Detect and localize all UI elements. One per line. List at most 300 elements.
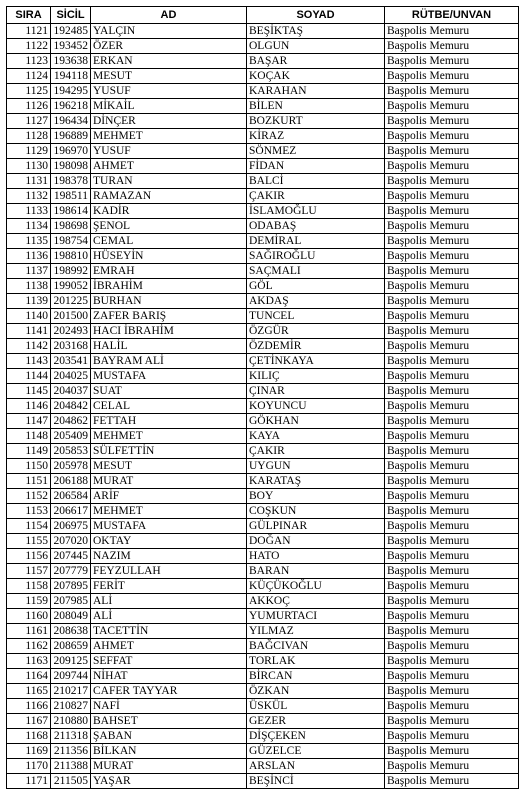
sicil-cell: 211388 xyxy=(51,759,91,774)
sira-cell: 1126 xyxy=(7,99,51,114)
sira-cell: 1144 xyxy=(7,369,51,384)
rutbe-cell: Başpolis Memuru xyxy=(385,189,519,204)
table-body xyxy=(7,24,519,789)
rutbe-cell: Başpolis Memuru xyxy=(385,54,519,69)
ad-cell: YALÇIN xyxy=(91,24,247,39)
sira-cell: 1155 xyxy=(7,534,51,549)
rutbe-cell: Başpolis Memuru xyxy=(385,369,519,384)
sicil-cell: 196889 xyxy=(51,129,91,144)
ad-cell: İBRAHİM xyxy=(91,279,247,294)
table-row xyxy=(7,174,519,189)
sira-cell: 1163 xyxy=(7,654,51,669)
sicil-cell: 204025 xyxy=(51,369,91,384)
table-row xyxy=(7,354,519,369)
rutbe-cell: Başpolis Memuru xyxy=(385,249,519,264)
table-row xyxy=(7,234,519,249)
soyad-cell: AKKOÇ xyxy=(247,594,385,609)
table-row xyxy=(7,729,519,744)
ad-cell: ŞABAN xyxy=(91,729,247,744)
sira-cell: 1140 xyxy=(7,309,51,324)
table-row xyxy=(7,279,519,294)
sira-cell: 1170 xyxy=(7,759,51,774)
table-row xyxy=(7,99,519,114)
rutbe-cell: Başpolis Memuru xyxy=(385,399,519,414)
sira-cell: 1135 xyxy=(7,234,51,249)
ad-cell: CELAL xyxy=(91,399,247,414)
table-header xyxy=(7,7,519,24)
ad-cell: MUSTAFA xyxy=(91,369,247,384)
table-row xyxy=(7,384,519,399)
rutbe-cell: Başpolis Memuru xyxy=(385,114,519,129)
soyad-cell: DEMİRAL xyxy=(247,234,385,249)
personnel-table xyxy=(6,6,519,789)
rutbe-cell: Başpolis Memuru xyxy=(385,519,519,534)
sira-cell: 1122 xyxy=(7,39,51,54)
rutbe-cell: Başpolis Memuru xyxy=(385,459,519,474)
soyad-cell: BİRCAN xyxy=(247,669,385,684)
header-row xyxy=(7,7,519,24)
sira-cell: 1154 xyxy=(7,519,51,534)
sira-cell: 1143 xyxy=(7,354,51,369)
table-row xyxy=(7,264,519,279)
soyad-cell: BİLEN xyxy=(247,99,385,114)
rutbe-cell: Başpolis Memuru xyxy=(385,549,519,564)
ad-cell: BURHAN xyxy=(91,294,247,309)
sicil-cell: 206188 xyxy=(51,474,91,489)
ad-cell: MURAT xyxy=(91,474,247,489)
table-row xyxy=(7,339,519,354)
rutbe-cell: Başpolis Memuru xyxy=(385,324,519,339)
ad-cell: YAŞAR xyxy=(91,774,247,789)
sicil-cell: 207445 xyxy=(51,549,91,564)
rutbe-cell: Başpolis Memuru xyxy=(385,174,519,189)
soyad-cell: KARATAŞ xyxy=(247,474,385,489)
sicil-cell: 201225 xyxy=(51,294,91,309)
table-row xyxy=(7,294,519,309)
rutbe-cell: Başpolis Memuru xyxy=(385,684,519,699)
sira-cell: 1167 xyxy=(7,714,51,729)
rutbe-cell: Başpolis Memuru xyxy=(385,414,519,429)
ad-cell: BİLKAN xyxy=(91,744,247,759)
table-row xyxy=(7,189,519,204)
soyad-cell: SAÇMALI xyxy=(247,264,385,279)
rutbe-cell: Başpolis Memuru xyxy=(385,744,519,759)
soyad-cell: ODABAŞ xyxy=(247,219,385,234)
ad-cell: CEMAL xyxy=(91,234,247,249)
table-row xyxy=(7,144,519,159)
sicil-cell: 193638 xyxy=(51,54,91,69)
soyad-cell: COŞKUN xyxy=(247,504,385,519)
ad-cell: HACI İBRAHİM xyxy=(91,324,247,339)
rutbe-cell: Başpolis Memuru xyxy=(385,294,519,309)
rutbe-cell: Başpolis Memuru xyxy=(385,264,519,279)
sicil-cell: 210217 xyxy=(51,684,91,699)
table-row xyxy=(7,519,519,534)
soyad-cell: ÇETİNKAYA xyxy=(247,354,385,369)
sicil-cell: 202493 xyxy=(51,324,91,339)
rutbe-cell: Başpolis Memuru xyxy=(385,39,519,54)
sira-cell: 1132 xyxy=(7,189,51,204)
sicil-cell: 210827 xyxy=(51,699,91,714)
table-row xyxy=(7,219,519,234)
rutbe-cell: Başpolis Memuru xyxy=(385,759,519,774)
table-row xyxy=(7,324,519,339)
sicil-cell: 193452 xyxy=(51,39,91,54)
soyad-cell: ÇINAR xyxy=(247,384,385,399)
sicil-cell: 194295 xyxy=(51,84,91,99)
column-header-sira: SIRA xyxy=(7,7,51,24)
sicil-cell: 199052 xyxy=(51,279,91,294)
ad-cell: ERKAN xyxy=(91,54,247,69)
ad-cell: YUSUF xyxy=(91,84,247,99)
sira-cell: 1139 xyxy=(7,294,51,309)
soyad-cell: KOÇAK xyxy=(247,69,385,84)
soyad-cell: SAĞIROĞLU xyxy=(247,249,385,264)
soyad-cell: OLGUN xyxy=(247,39,385,54)
sira-cell: 1166 xyxy=(7,699,51,714)
sicil-cell: 198992 xyxy=(51,264,91,279)
ad-cell: TACETTİN xyxy=(91,624,247,639)
sira-cell: 1151 xyxy=(7,474,51,489)
ad-cell: MEHMET xyxy=(91,504,247,519)
soyad-cell: GÜZELCE xyxy=(247,744,385,759)
rutbe-cell: Başpolis Memuru xyxy=(385,309,519,324)
rutbe-cell: Başpolis Memuru xyxy=(385,534,519,549)
table-row xyxy=(7,549,519,564)
sicil-cell: 203168 xyxy=(51,339,91,354)
table-row xyxy=(7,429,519,444)
rutbe-cell: Başpolis Memuru xyxy=(385,144,519,159)
rutbe-cell: Başpolis Memuru xyxy=(385,234,519,249)
table-row xyxy=(7,204,519,219)
rutbe-cell: Başpolis Memuru xyxy=(385,579,519,594)
soyad-cell: ÖZKAN xyxy=(247,684,385,699)
soyad-cell: BARAN xyxy=(247,564,385,579)
table-row xyxy=(7,564,519,579)
rutbe-cell: Başpolis Memuru xyxy=(385,699,519,714)
sira-cell: 1148 xyxy=(7,429,51,444)
ad-cell: FEYZULLAH xyxy=(91,564,247,579)
sicil-cell: 208638 xyxy=(51,624,91,639)
rutbe-cell: Başpolis Memuru xyxy=(385,24,519,39)
soyad-cell: DOĞAN xyxy=(247,534,385,549)
rutbe-cell: Başpolis Memuru xyxy=(385,384,519,399)
soyad-cell: BEŞİNCİ xyxy=(247,774,385,789)
sira-cell: 1125 xyxy=(7,84,51,99)
sicil-cell: 201500 xyxy=(51,309,91,324)
ad-cell: SEFFAT xyxy=(91,654,247,669)
column-header-soyad: SOYAD xyxy=(247,7,385,24)
soyad-cell: AKDAŞ xyxy=(247,294,385,309)
ad-cell: SUAT xyxy=(91,384,247,399)
rutbe-cell: Başpolis Memuru xyxy=(385,729,519,744)
table-row xyxy=(7,54,519,69)
rutbe-cell: Başpolis Memuru xyxy=(385,429,519,444)
ad-cell: MEHMET xyxy=(91,429,247,444)
table-row xyxy=(7,69,519,84)
sira-cell: 1156 xyxy=(7,549,51,564)
soyad-cell: BAĞCIVAN xyxy=(247,639,385,654)
sira-cell: 1128 xyxy=(7,129,51,144)
sira-cell: 1130 xyxy=(7,159,51,174)
ad-cell: BAYRAM ALİ xyxy=(91,354,247,369)
table-row xyxy=(7,369,519,384)
sicil-cell: 210880 xyxy=(51,714,91,729)
soyad-cell: ÜSKÜL xyxy=(247,699,385,714)
sicil-cell: 198614 xyxy=(51,204,91,219)
rutbe-cell: Başpolis Memuru xyxy=(385,594,519,609)
sicil-cell: 211505 xyxy=(51,774,91,789)
rutbe-cell: Başpolis Memuru xyxy=(385,504,519,519)
table-row xyxy=(7,39,519,54)
ad-cell: HALİL xyxy=(91,339,247,354)
ad-cell: RAMAZAN xyxy=(91,189,247,204)
column-header-rutbe: RÜTBE/UNVAN xyxy=(385,7,519,24)
rutbe-cell: Başpolis Memuru xyxy=(385,279,519,294)
column-header-ad: AD xyxy=(91,7,247,24)
table-row xyxy=(7,489,519,504)
table-row xyxy=(7,759,519,774)
sira-cell: 1165 xyxy=(7,684,51,699)
sicil-cell: 207779 xyxy=(51,564,91,579)
soyad-cell: DİŞÇEKEN xyxy=(247,729,385,744)
soyad-cell: TUNCEL xyxy=(247,309,385,324)
ad-cell: FETTAH xyxy=(91,414,247,429)
sicil-cell: 198698 xyxy=(51,219,91,234)
table-row xyxy=(7,84,519,99)
soyad-cell: YUMURTACI xyxy=(247,609,385,624)
sicil-cell: 192485 xyxy=(51,24,91,39)
ad-cell: MESUT xyxy=(91,459,247,474)
rutbe-cell: Başpolis Memuru xyxy=(385,339,519,354)
sicil-cell: 198511 xyxy=(51,189,91,204)
rutbe-cell: Başpolis Memuru xyxy=(385,564,519,579)
soyad-cell: ÖZGÜR xyxy=(247,324,385,339)
ad-cell: MUSTAFA xyxy=(91,519,247,534)
ad-cell: DİNÇER xyxy=(91,114,247,129)
ad-cell: SÜLFETTİN xyxy=(91,444,247,459)
soyad-cell: KÜÇÜKOĞLU xyxy=(247,579,385,594)
ad-cell: ARİF xyxy=(91,489,247,504)
sira-cell: 1160 xyxy=(7,609,51,624)
rutbe-cell: Başpolis Memuru xyxy=(385,669,519,684)
ad-cell: NİHAT xyxy=(91,669,247,684)
table-row xyxy=(7,249,519,264)
soyad-cell: KILIÇ xyxy=(247,369,385,384)
sira-cell: 1127 xyxy=(7,114,51,129)
sira-cell: 1137 xyxy=(7,264,51,279)
table-row xyxy=(7,399,519,414)
ad-cell: ZAFER BARIŞ xyxy=(91,309,247,324)
soyad-cell: UYGUN xyxy=(247,459,385,474)
rutbe-cell: Başpolis Memuru xyxy=(385,99,519,114)
soyad-cell: ÇAKIR xyxy=(247,189,385,204)
sicil-cell: 203541 xyxy=(51,354,91,369)
sicil-cell: 209125 xyxy=(51,654,91,669)
table-row xyxy=(7,309,519,324)
soyad-cell: ÖZDEMİR xyxy=(247,339,385,354)
sicil-cell: 204862 xyxy=(51,414,91,429)
table-row xyxy=(7,129,519,144)
rutbe-cell: Başpolis Memuru xyxy=(385,204,519,219)
ad-cell: MURAT xyxy=(91,759,247,774)
sicil-cell: 204037 xyxy=(51,384,91,399)
table-row xyxy=(7,474,519,489)
rutbe-cell: Başpolis Memuru xyxy=(385,774,519,789)
rutbe-cell: Başpolis Memuru xyxy=(385,654,519,669)
ad-cell: KADİR xyxy=(91,204,247,219)
sicil-cell: 206975 xyxy=(51,519,91,534)
sicil-cell: 204842 xyxy=(51,399,91,414)
table-row xyxy=(7,774,519,789)
sira-cell: 1152 xyxy=(7,489,51,504)
ad-cell: ALİ xyxy=(91,594,247,609)
rutbe-cell: Başpolis Memuru xyxy=(385,219,519,234)
soyad-cell: KARAHAN xyxy=(247,84,385,99)
sira-cell: 1171 xyxy=(7,774,51,789)
soyad-cell: BOY xyxy=(247,489,385,504)
sicil-cell: 196970 xyxy=(51,144,91,159)
sira-cell: 1124 xyxy=(7,69,51,84)
ad-cell: ÖZER xyxy=(91,39,247,54)
column-header-sicil: SİCİL xyxy=(51,7,91,24)
table-row xyxy=(7,744,519,759)
sira-cell: 1162 xyxy=(7,639,51,654)
rutbe-cell: Başpolis Memuru xyxy=(385,159,519,174)
soyad-cell: HATO xyxy=(247,549,385,564)
table-row xyxy=(7,414,519,429)
rutbe-cell: Başpolis Memuru xyxy=(385,489,519,504)
soyad-cell: SÖNMEZ xyxy=(247,144,385,159)
ad-cell: TURAN xyxy=(91,174,247,189)
sira-cell: 1123 xyxy=(7,54,51,69)
rutbe-cell: Başpolis Memuru xyxy=(385,624,519,639)
sicil-cell: 206617 xyxy=(51,504,91,519)
sicil-cell: 196434 xyxy=(51,114,91,129)
soyad-cell: GEZER xyxy=(247,714,385,729)
ad-cell: AHMET xyxy=(91,159,247,174)
sicil-cell: 208659 xyxy=(51,639,91,654)
table-row xyxy=(7,504,519,519)
table-row xyxy=(7,624,519,639)
sicil-cell: 207985 xyxy=(51,594,91,609)
sicil-cell: 198098 xyxy=(51,159,91,174)
sira-cell: 1136 xyxy=(7,249,51,264)
ad-cell: FERİT xyxy=(91,579,247,594)
soyad-cell: BALCİ xyxy=(247,174,385,189)
sira-cell: 1121 xyxy=(7,24,51,39)
sira-cell: 1131 xyxy=(7,174,51,189)
table-row xyxy=(7,714,519,729)
rutbe-cell: Başpolis Memuru xyxy=(385,354,519,369)
ad-cell: BAHSET xyxy=(91,714,247,729)
rutbe-cell: Başpolis Memuru xyxy=(385,639,519,654)
sicil-cell: 205978 xyxy=(51,459,91,474)
sira-cell: 1138 xyxy=(7,279,51,294)
rutbe-cell: Başpolis Memuru xyxy=(385,129,519,144)
table-row xyxy=(7,669,519,684)
table-row xyxy=(7,579,519,594)
table-row xyxy=(7,444,519,459)
sicil-cell: 196218 xyxy=(51,99,91,114)
sira-cell: 1158 xyxy=(7,579,51,594)
sicil-cell: 209744 xyxy=(51,669,91,684)
soyad-cell: KAYA xyxy=(247,429,385,444)
table-row xyxy=(7,609,519,624)
soyad-cell: BEŞİKTAŞ xyxy=(247,24,385,39)
sira-cell: 1149 xyxy=(7,444,51,459)
table-row xyxy=(7,159,519,174)
sira-cell: 1161 xyxy=(7,624,51,639)
sicil-cell: 207895 xyxy=(51,579,91,594)
sira-cell: 1157 xyxy=(7,564,51,579)
soyad-cell: KİRAZ xyxy=(247,129,385,144)
ad-cell: NAZIM xyxy=(91,549,247,564)
ad-cell: OKTAY xyxy=(91,534,247,549)
rutbe-cell: Başpolis Memuru xyxy=(385,84,519,99)
sicil-cell: 206584 xyxy=(51,489,91,504)
sira-cell: 1164 xyxy=(7,669,51,684)
table-row xyxy=(7,114,519,129)
ad-cell: MİKAİL xyxy=(91,99,247,114)
sicil-cell: 194118 xyxy=(51,69,91,84)
ad-cell: EMRAH xyxy=(91,264,247,279)
sira-cell: 1145 xyxy=(7,384,51,399)
sira-cell: 1134 xyxy=(7,219,51,234)
sira-cell: 1146 xyxy=(7,399,51,414)
rutbe-cell: Başpolis Memuru xyxy=(385,474,519,489)
ad-cell: YUSUF xyxy=(91,144,247,159)
soyad-cell: GÜLPINAR xyxy=(247,519,385,534)
sicil-cell: 205853 xyxy=(51,444,91,459)
sira-cell: 1133 xyxy=(7,204,51,219)
table-row xyxy=(7,459,519,474)
sira-cell: 1169 xyxy=(7,744,51,759)
rutbe-cell: Başpolis Memuru xyxy=(385,609,519,624)
table-row xyxy=(7,639,519,654)
sicil-cell: 198378 xyxy=(51,174,91,189)
soyad-cell: İSLAMOĞLU xyxy=(247,204,385,219)
ad-cell: NAFİ xyxy=(91,699,247,714)
soyad-cell: BOZKURT xyxy=(247,114,385,129)
ad-cell: MEHMET xyxy=(91,129,247,144)
table-row xyxy=(7,684,519,699)
soyad-cell: BAŞAR xyxy=(247,54,385,69)
document-page xyxy=(6,6,519,789)
sicil-cell: 208049 xyxy=(51,609,91,624)
sira-cell: 1150 xyxy=(7,459,51,474)
ad-cell: AHMET xyxy=(91,639,247,654)
sira-cell: 1142 xyxy=(7,339,51,354)
ad-cell: MESUT xyxy=(91,69,247,84)
sira-cell: 1147 xyxy=(7,414,51,429)
soyad-cell: YILMAZ xyxy=(247,624,385,639)
ad-cell: HÜSEYİN xyxy=(91,249,247,264)
sira-cell: 1168 xyxy=(7,729,51,744)
table-row xyxy=(7,699,519,714)
sicil-cell: 207020 xyxy=(51,534,91,549)
sira-cell: 1153 xyxy=(7,504,51,519)
soyad-cell: ARSLAN xyxy=(247,759,385,774)
sira-cell: 1159 xyxy=(7,594,51,609)
table-row xyxy=(7,594,519,609)
rutbe-cell: Başpolis Memuru xyxy=(385,69,519,84)
ad-cell: CAFER TAYYAR xyxy=(91,684,247,699)
ad-cell: ŞENOL xyxy=(91,219,247,234)
rutbe-cell: Başpolis Memuru xyxy=(385,444,519,459)
sicil-cell: 205409 xyxy=(51,429,91,444)
soyad-cell: GÖKHAN xyxy=(247,414,385,429)
